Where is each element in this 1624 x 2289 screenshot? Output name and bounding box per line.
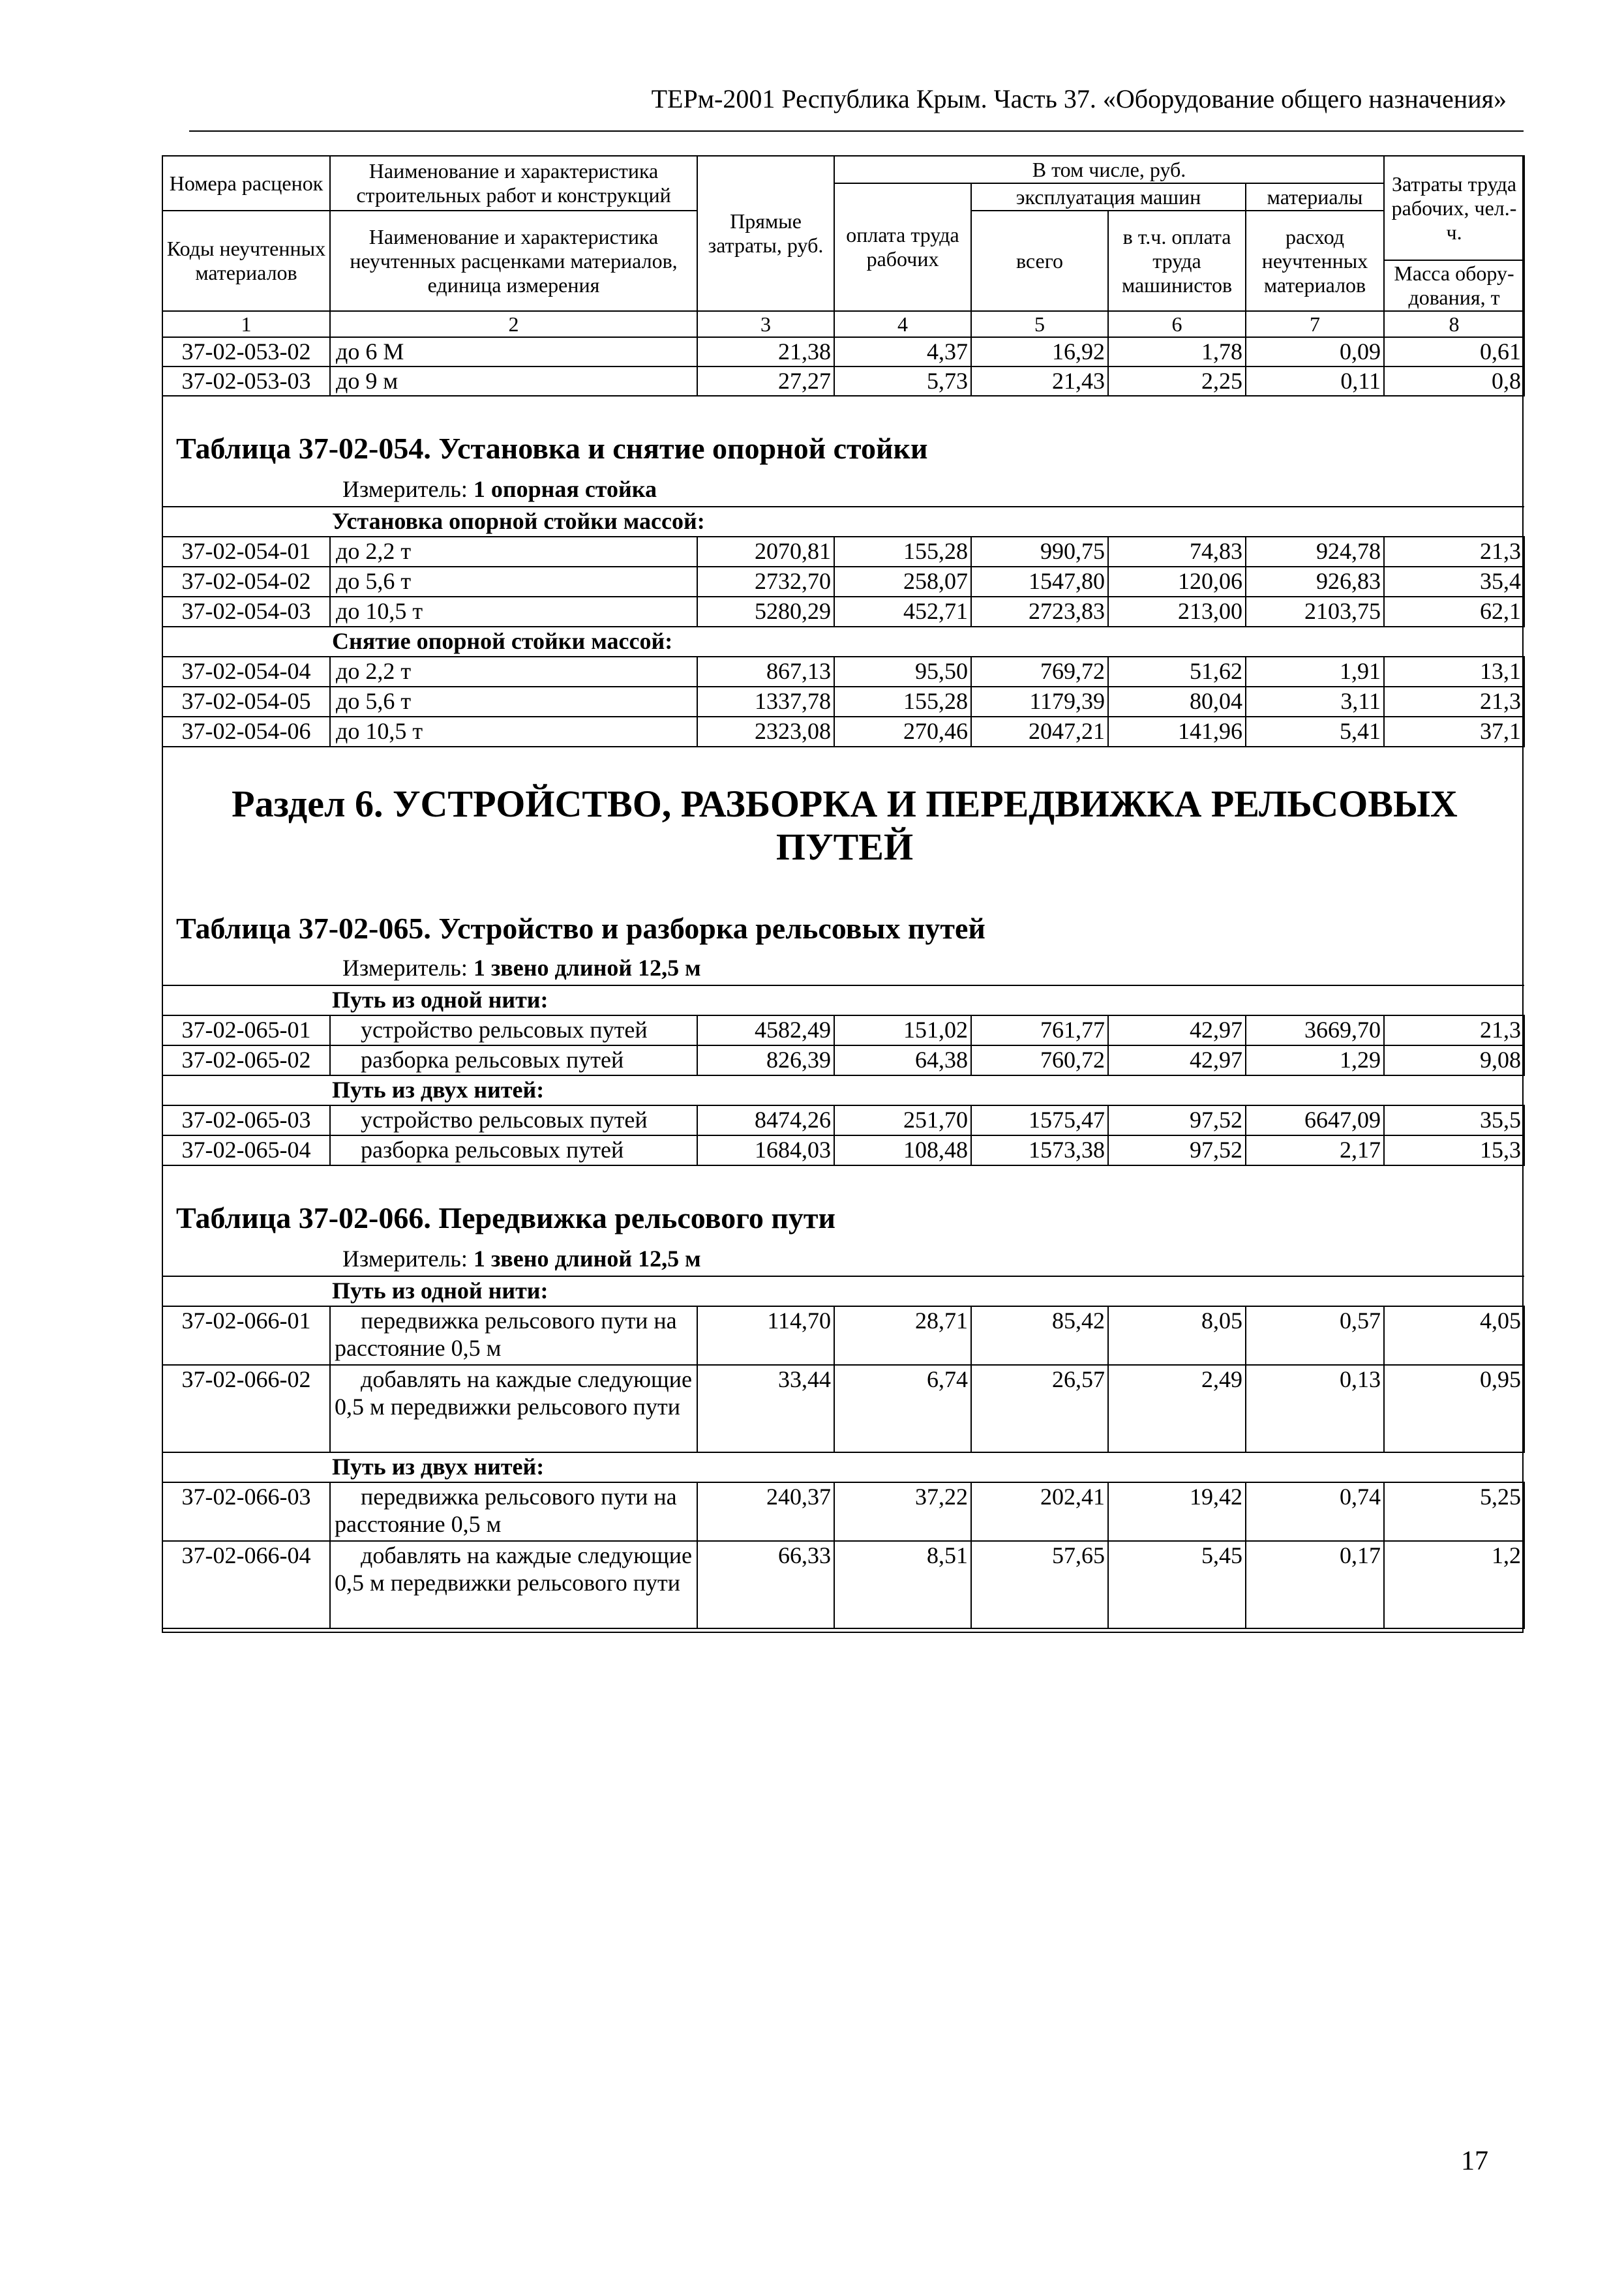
running-header: ТЕРм-2001 Республика Крым. Часть 37. «Оборудование общего назначения» — [651, 84, 1507, 113]
rate-code: 37-02-054-03 — [162, 597, 330, 627]
table-065 — [162, 985, 1525, 1166]
labor-pay: 6,74 — [834, 1365, 971, 1452]
labor-cost: 62,1 — [1384, 597, 1524, 627]
labor-cost: 35,5 — [1384, 1105, 1524, 1135]
direct-costs: 826,39 — [697, 1045, 834, 1075]
machinists-pay: 141,96 — [1108, 717, 1246, 747]
work-name: до 2,2 т — [330, 657, 697, 687]
table-054-measure — [342, 475, 657, 503]
direct-costs: 33,44 — [697, 1365, 834, 1452]
work-name: до 5,6 т — [330, 687, 697, 717]
direct-costs: 66,33 — [697, 1541, 834, 1628]
machinists-pay: 19,42 — [1108, 1482, 1246, 1541]
table-066-title: Таблица 37-02-066. Передвижка рельсового пути — [176, 1201, 835, 1234]
header-rule — [189, 130, 1524, 132]
direct-costs: 21,38 — [697, 337, 834, 367]
direct-costs: 27,27 — [697, 367, 834, 396]
table-row — [162, 1306, 1524, 1365]
materials: 0,11 — [1246, 367, 1384, 396]
group-heading: Путь из двух нитей: — [162, 1075, 1524, 1105]
measure-label: Измеритель: — [342, 476, 474, 502]
machinists-pay: 97,52 — [1108, 1135, 1246, 1165]
work-name: до 5,6 т — [330, 567, 697, 597]
machinists-pay: 1,78 — [1108, 337, 1246, 367]
measure-label: Измеритель: — [342, 1246, 474, 1272]
materials: 1,29 — [1246, 1045, 1384, 1075]
materials: 5,41 — [1246, 717, 1384, 747]
work-name: до 10,5 т — [330, 717, 697, 747]
table-054 — [162, 506, 1525, 747]
materials: 0,17 — [1246, 1541, 1384, 1628]
direct-costs: 1337,78 — [697, 687, 834, 717]
machines-total: 760,72 — [971, 1045, 1108, 1075]
estimate-table-head — [162, 155, 1525, 396]
materials: 0,74 — [1246, 1482, 1384, 1541]
direct-costs: 240,37 — [697, 1482, 834, 1541]
col-num-1: 1 — [162, 311, 330, 337]
machines-total-header: всего — [971, 211, 1108, 311]
labor-pay: 251,70 — [834, 1105, 971, 1135]
measure-value: 1 звено длиной 12,5 м — [473, 955, 701, 981]
measure-value: 1 звено длиной 12,5 м — [473, 1246, 701, 1272]
labor-pay: 151,02 — [834, 1015, 971, 1045]
group-heading: Снятие опорной стойки массой: — [162, 627, 1524, 657]
work-name: передвижка рельсового пути на расстояние 0,5 м — [330, 1306, 697, 1365]
col-num-6: 6 — [1108, 311, 1246, 337]
machinists-pay: 120,06 — [1108, 567, 1246, 597]
table-065-title: Таблица 37-02-065. Устройство и разборка рельсовых путей — [176, 912, 985, 945]
col-num-3: 3 — [697, 311, 834, 337]
direct-costs-header: Прямые затраты, руб. — [697, 156, 834, 311]
materials: 0,13 — [1246, 1365, 1384, 1452]
machinists-pay: 2,25 — [1108, 367, 1246, 396]
labor-pay: 258,07 — [834, 567, 971, 597]
labor-pay: 95,50 — [834, 657, 971, 687]
labor-cost: 0,61 — [1384, 337, 1524, 367]
work-name: устройство рельсовых путей — [330, 1015, 697, 1045]
machinists-pay: 80,04 — [1108, 687, 1246, 717]
col2-top-header: Наименование и характеристика строительных работ и конструкций — [330, 156, 697, 211]
labor-cost-header: Затраты труда рабочих, чел.-ч. — [1384, 156, 1524, 260]
machines-total: 21,43 — [971, 367, 1108, 396]
work-name: до 9 м — [330, 367, 697, 396]
machines-total: 761,77 — [971, 1015, 1108, 1045]
group-heading: Путь из двух нитей: — [162, 1452, 1524, 1482]
work-name: до 10,5 т — [330, 597, 697, 627]
labor-cost: 21,3 — [1384, 687, 1524, 717]
rate-code: 37-02-054-02 — [162, 567, 330, 597]
labor-cost: 35,4 — [1384, 567, 1524, 597]
labor-pay: 37,22 — [834, 1482, 971, 1541]
machinists-pay: 74,83 — [1108, 537, 1246, 567]
table-row — [162, 687, 1524, 717]
table-row — [162, 717, 1524, 747]
machines-total: 85,42 — [971, 1306, 1108, 1365]
section-heading-line2: ПУТЕЙ — [775, 826, 914, 868]
labor-cost: 21,3 — [1384, 1015, 1524, 1045]
group-heading: Путь из одной нити: — [162, 1276, 1524, 1306]
labor-pay: 28,71 — [834, 1306, 971, 1365]
materials: 1,91 — [1246, 657, 1384, 687]
materials-header: материалы — [1246, 183, 1384, 211]
machinists-pay: 5,45 — [1108, 1541, 1246, 1628]
work-name: разборка рельсовых путей — [330, 1045, 697, 1075]
col-num-8: 8 — [1384, 311, 1524, 337]
materials: 926,83 — [1246, 567, 1384, 597]
rate-code: 37-02-065-02 — [162, 1045, 330, 1075]
col1-top-header: Номера расценок — [162, 156, 330, 211]
table-row — [162, 1482, 1524, 1541]
table-row — [162, 1365, 1524, 1452]
table-row — [162, 1105, 1524, 1135]
col-num-4: 4 — [834, 311, 971, 337]
machinists-pay: 51,62 — [1108, 657, 1246, 687]
labor-cost: 4,05 — [1384, 1306, 1524, 1365]
table-054-title: Таблица 37-02-054. Установка и снятие опорной стойки — [176, 432, 928, 465]
direct-costs: 2323,08 — [697, 717, 834, 747]
direct-costs: 4582,49 — [697, 1015, 834, 1045]
labor-cost: 1,2 — [1384, 1541, 1524, 1628]
materials: 2,17 — [1246, 1135, 1384, 1165]
rate-code: 37-02-066-03 — [162, 1482, 330, 1541]
table-row — [162, 1015, 1524, 1045]
labor-cost: 37,1 — [1384, 717, 1524, 747]
labor-pay: 5,73 — [834, 367, 971, 396]
table-row — [162, 567, 1524, 597]
rate-code: 37-02-065-01 — [162, 1015, 330, 1045]
table-row — [162, 367, 1524, 396]
table-066-measure — [342, 1244, 701, 1273]
machinists-pay: 42,97 — [1108, 1015, 1246, 1045]
direct-costs: 2732,70 — [697, 567, 834, 597]
work-name: добавлять на каждые следующие 0,5 м передвижки рельсового пути — [330, 1365, 697, 1452]
table-row — [162, 597, 1524, 627]
rate-code: 37-02-066-04 — [162, 1541, 330, 1628]
machinists-pay: 2,49 — [1108, 1365, 1246, 1452]
machines-total: 2723,83 — [971, 597, 1108, 627]
rate-code: 37-02-065-04 — [162, 1135, 330, 1165]
machines-total: 769,72 — [971, 657, 1108, 687]
col2-bottom-header: Наименование и характеристика неучтенных расценками материалов, единица измерения — [330, 211, 697, 311]
rate-code: 37-02-053-02 — [162, 337, 330, 367]
labor-pay: 270,46 — [834, 717, 971, 747]
rate-code: 37-02-053-03 — [162, 367, 330, 396]
labor-cost: 9,08 — [1384, 1045, 1524, 1075]
rate-code: 37-02-054-06 — [162, 717, 330, 747]
table-row — [162, 337, 1524, 367]
materials: 924,78 — [1246, 537, 1384, 567]
materials-sub-header: расход неучтенных материалов — [1246, 211, 1384, 311]
materials: 3669,70 — [1246, 1015, 1384, 1045]
labor-pay: 108,48 — [834, 1135, 971, 1165]
table-row — [162, 657, 1524, 687]
labor-pay: 64,38 — [834, 1045, 971, 1075]
measure-label: Измеритель: — [342, 955, 474, 981]
labor-pay: 452,71 — [834, 597, 971, 627]
machines-total: 1547,80 — [971, 567, 1108, 597]
rate-code: 37-02-066-02 — [162, 1365, 330, 1452]
machines-total: 1179,39 — [971, 687, 1108, 717]
rate-code: 37-02-065-03 — [162, 1105, 330, 1135]
labor-pay: 8,51 — [834, 1541, 971, 1628]
machines-total: 990,75 — [971, 537, 1108, 567]
machines-total: 57,65 — [971, 1541, 1108, 1628]
direct-costs: 5280,29 — [697, 597, 834, 627]
page-number: 17 — [1461, 2146, 1488, 2176]
table-066 — [162, 1276, 1525, 1629]
machines-total: 2047,21 — [971, 717, 1108, 747]
col-num-7: 7 — [1246, 311, 1384, 337]
work-name: добавлять на каждые следующие 0,5 м передвижки рельсового пути — [330, 1541, 697, 1628]
materials: 6647,09 — [1246, 1105, 1384, 1135]
direct-costs: 114,70 — [697, 1306, 834, 1365]
materials: 3,11 — [1246, 687, 1384, 717]
work-name: передвижка рельсового пути на расстояние 0,5 м — [330, 1482, 697, 1541]
labor-cost: 13,1 — [1384, 657, 1524, 687]
equipment-mass-header: Масса обору-дования, т — [1384, 260, 1524, 311]
work-name: до 2,2 т — [330, 537, 697, 567]
labor-pay: 155,28 — [834, 537, 971, 567]
direct-costs: 8474,26 — [697, 1105, 834, 1135]
machines-total: 16,92 — [971, 337, 1108, 367]
measure-value: 1 опорная стойка — [473, 476, 657, 502]
group-heading: Установка опорной стойки массой: — [162, 507, 1524, 537]
direct-costs: 1684,03 — [697, 1135, 834, 1165]
labor-pay-header: оплата труда рабочих — [834, 183, 971, 311]
group-heading: Путь из одной нити: — [162, 985, 1524, 1015]
machinists-pay: 213,00 — [1108, 597, 1246, 627]
labor-pay: 4,37 — [834, 337, 971, 367]
direct-costs: 867,13 — [697, 657, 834, 687]
table-065-measure — [342, 953, 701, 982]
machines-incl-header: в т.ч. оплата труда машинистов — [1108, 211, 1246, 311]
machinists-pay: 42,97 — [1108, 1045, 1246, 1075]
machines-total: 26,57 — [971, 1365, 1108, 1452]
direct-costs: 2070,81 — [697, 537, 834, 567]
incl-header: В том числе, руб. — [834, 156, 1384, 183]
rate-code: 37-02-054-04 — [162, 657, 330, 687]
section-heading-line1: Раздел 6. УСТРОЙСТВО, РАЗБОРКА И ПЕРЕДВИЖКА РЕЛЬСОВЫХ — [232, 783, 1458, 825]
labor-cost: 0,8 — [1384, 367, 1524, 396]
rate-code: 37-02-054-05 — [162, 687, 330, 717]
table-row — [162, 1045, 1524, 1075]
machinists-pay: 8,05 — [1108, 1306, 1246, 1365]
labor-cost: 5,25 — [1384, 1482, 1524, 1541]
table-row — [162, 537, 1524, 567]
table-row — [162, 1541, 1524, 1628]
col1-bottom-header: Коды неучтенных материалов — [162, 211, 330, 311]
materials: 0,57 — [1246, 1306, 1384, 1365]
machines-total: 1573,38 — [971, 1135, 1108, 1165]
machines-header: эксплуатация машин — [971, 183, 1246, 211]
work-name: устройство рельсовых путей — [330, 1105, 697, 1135]
labor-cost: 0,95 — [1384, 1365, 1524, 1452]
col-num-5: 5 — [971, 311, 1108, 337]
work-name: до 6 М — [330, 337, 697, 367]
materials: 0,09 — [1246, 337, 1384, 367]
machines-total: 1575,47 — [971, 1105, 1108, 1135]
labor-cost: 21,3 — [1384, 537, 1524, 567]
table-row — [162, 1135, 1524, 1165]
rate-code: 37-02-066-01 — [162, 1306, 330, 1365]
rate-code: 37-02-054-01 — [162, 537, 330, 567]
work-name: разборка рельсовых путей — [330, 1135, 697, 1165]
materials: 2103,75 — [1246, 597, 1384, 627]
machines-total: 202,41 — [971, 1482, 1108, 1541]
col-num-2: 2 — [330, 311, 697, 337]
labor-pay: 155,28 — [834, 687, 971, 717]
machinists-pay: 97,52 — [1108, 1105, 1246, 1135]
labor-cost: 15,3 — [1384, 1135, 1524, 1165]
